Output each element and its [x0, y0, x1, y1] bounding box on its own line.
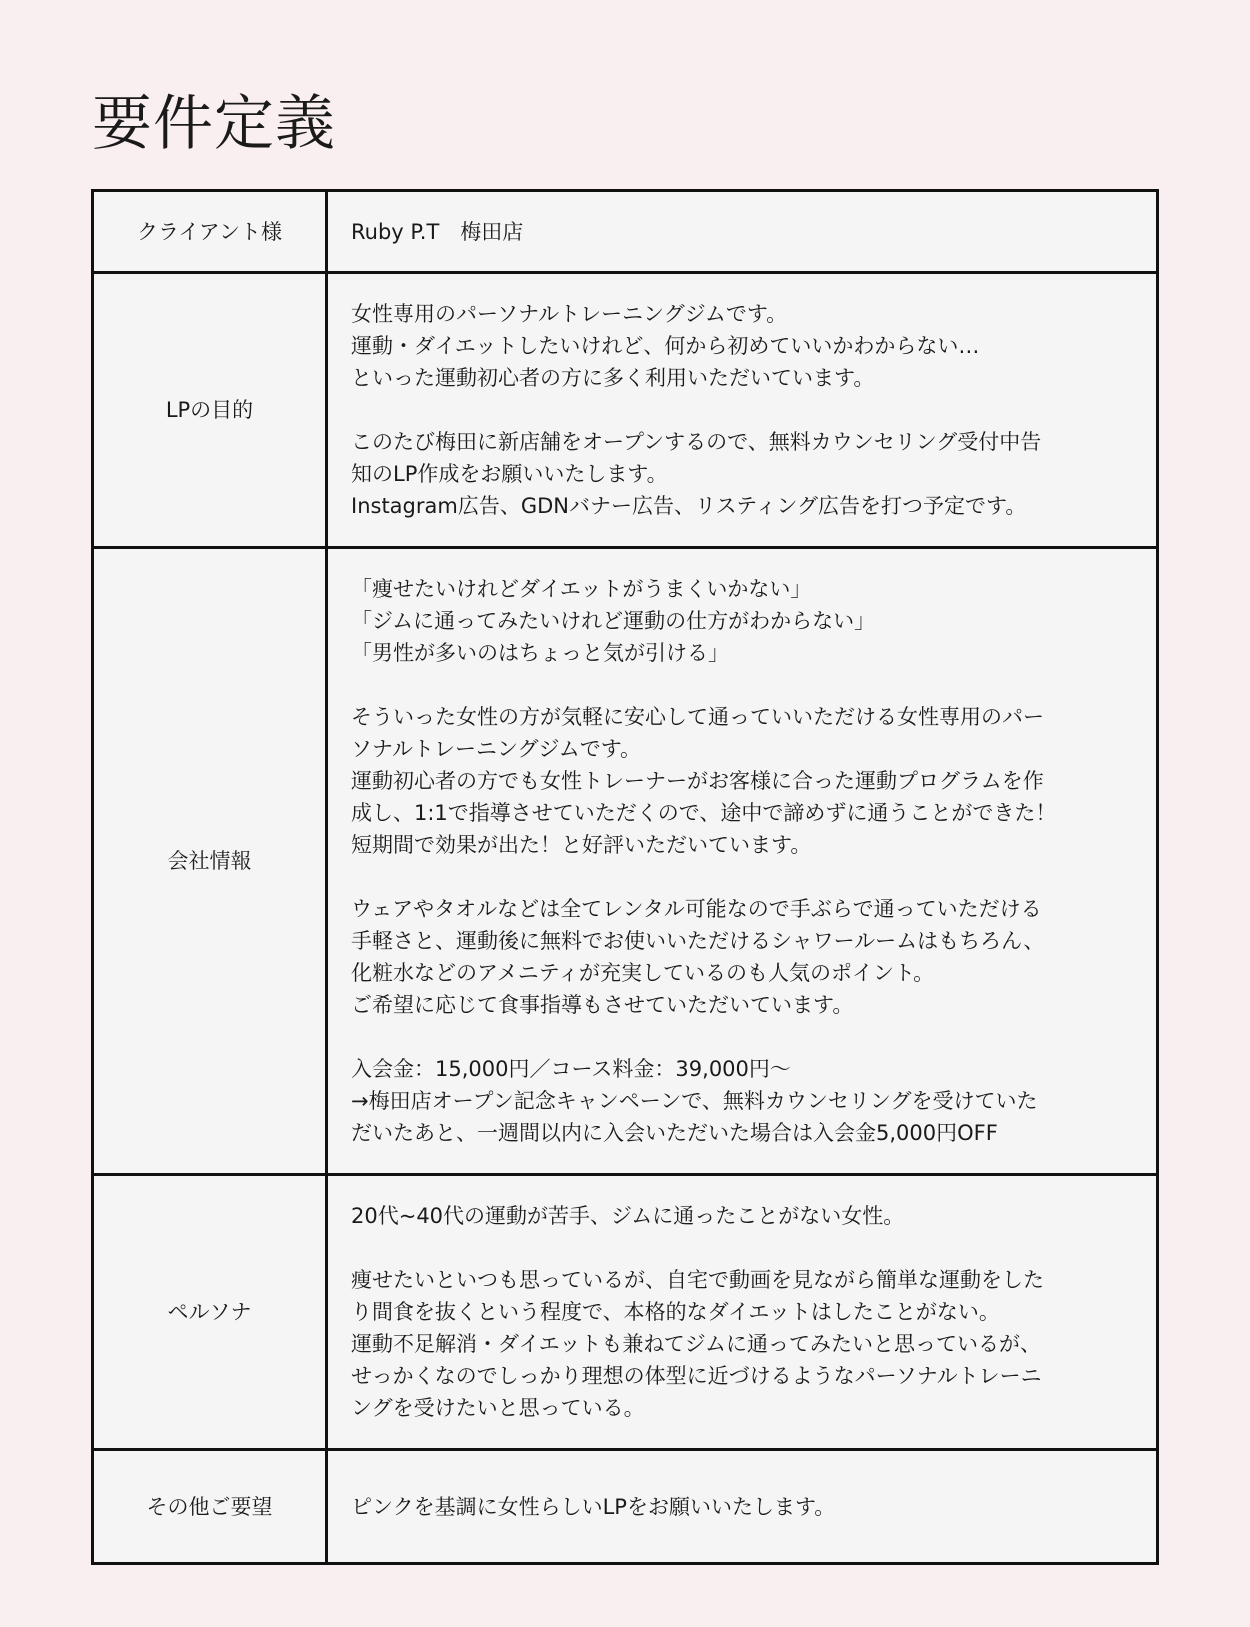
table-row-company [93, 548, 1158, 1175]
paragraph [351, 298, 1136, 394]
table-row-purpose [93, 273, 1158, 548]
text-line: 知のLP作成をお願いいたします。 [351, 462, 668, 486]
text-line: ソナルトレーニングジムです。 [351, 737, 642, 761]
other-requests-value: ピンクを基調に女性らしいLPをお願いいたします。 [327, 1450, 1158, 1564]
text-line: 「ジムに通ってみたいけれど運動の仕方がわからない」 [351, 609, 876, 633]
row-label-purpose: LPの目的 [93, 273, 327, 548]
text-line: り間食を抜くという程度で、本格的なダイエットはしたことがない。 [351, 1300, 1000, 1324]
text-line: ご希望に応じて食事指導もさせていただいています。 [351, 993, 854, 1017]
text-line: 手軽さと、運動後に無料でお使いいただけるシャワールームはもちろん、 [351, 929, 1045, 953]
text-line: 痩せたいといつも思っているが、自宅で動画を見ながら簡単な運動をした [351, 1268, 1044, 1292]
text-line: 女性専用のパーソナルトレーニングジムです。 [351, 302, 788, 326]
row-label-persona: ペルソナ [93, 1175, 327, 1450]
text-line: Instagram広告、GDNバナー広告、リスティング広告を打つ予定です。 [351, 494, 1027, 518]
text-line: といった運動初心者の方に多く利用いただいています。 [351, 366, 875, 390]
paragraph [351, 1264, 1136, 1424]
text-line: せっかくなのでしっかり理想の体型に近づけるようなパーソナルトレーニ [351, 1364, 1042, 1388]
text-line: そういった女性の方が気軽に安心して通っていいただける女性専用のパー [351, 705, 1044, 729]
text-line: だいたあと、一週間以内に入会いただいた場合は入会金5,000円OFF [351, 1121, 998, 1145]
table-row-other [93, 1450, 1158, 1564]
row-label-client: クライアント様 [93, 191, 327, 273]
text-line: 20代~40代の運動が苦手、ジムに通ったことがない女性。 [351, 1204, 905, 1228]
text-line: 化粧水などのアメニティが充実しているのも人気のポイント。 [351, 961, 935, 985]
paragraph [351, 573, 1136, 669]
text-line: 成し、1:1で指導させていただくので、途中で諦めずに通うことができた！ [351, 801, 1057, 825]
text-line: 「男性が多いのはちょっと気が引ける」 [351, 641, 729, 665]
text-line: 入会金：15,000円／コース料金：39,000円〜 [351, 1057, 791, 1081]
requirements-table [91, 189, 1159, 1565]
client-name-value: Ruby P.T 梅田店 [327, 191, 1158, 273]
paragraph [351, 426, 1136, 522]
persona-value [327, 1175, 1158, 1450]
row-label-other: その他ご要望 [93, 1450, 327, 1564]
text-line: 運動初心者の方でも女性トレーナーがお客様に合った運動プログラムを作 [351, 769, 1044, 793]
text-line: 短期間で効果が出た！と好評いただいています。 [351, 833, 812, 857]
text-line: このたび梅田に新店舗をオープンするので、無料カウンセリング受付中告 [351, 430, 1042, 454]
text-line: 運動・ダイエットしたいけれど、何から初めていいかわからない… [351, 334, 980, 358]
text-line: ウェアやタオルなどは全てレンタル可能なので手ぶらで通っていただける [351, 897, 1042, 921]
purpose-value [327, 273, 1158, 548]
text-line: ングを受けたいと思っている。 [351, 1396, 645, 1420]
page-title: 要件定義 [92, 89, 336, 159]
text-line: →梅田店オープン記念キャンペーンで、無料カウンセリングを受けていた [351, 1089, 1038, 1113]
text-line: 「痩せたいけれどダイエットがうまくいかない」 [351, 577, 812, 601]
table-row-client [93, 191, 1158, 273]
row-label-company: 会社情報 [93, 548, 327, 1175]
table-row-persona [93, 1175, 1158, 1450]
paragraph [351, 701, 1136, 861]
paragraph [351, 893, 1136, 1021]
paragraph [351, 1200, 1136, 1232]
text-line: 運動不足解消・ダイエットも兼ねてジムに通ってみたいと思っているが、 [351, 1332, 1041, 1356]
company-info-value [327, 548, 1158, 1175]
paragraph [351, 1053, 1136, 1149]
